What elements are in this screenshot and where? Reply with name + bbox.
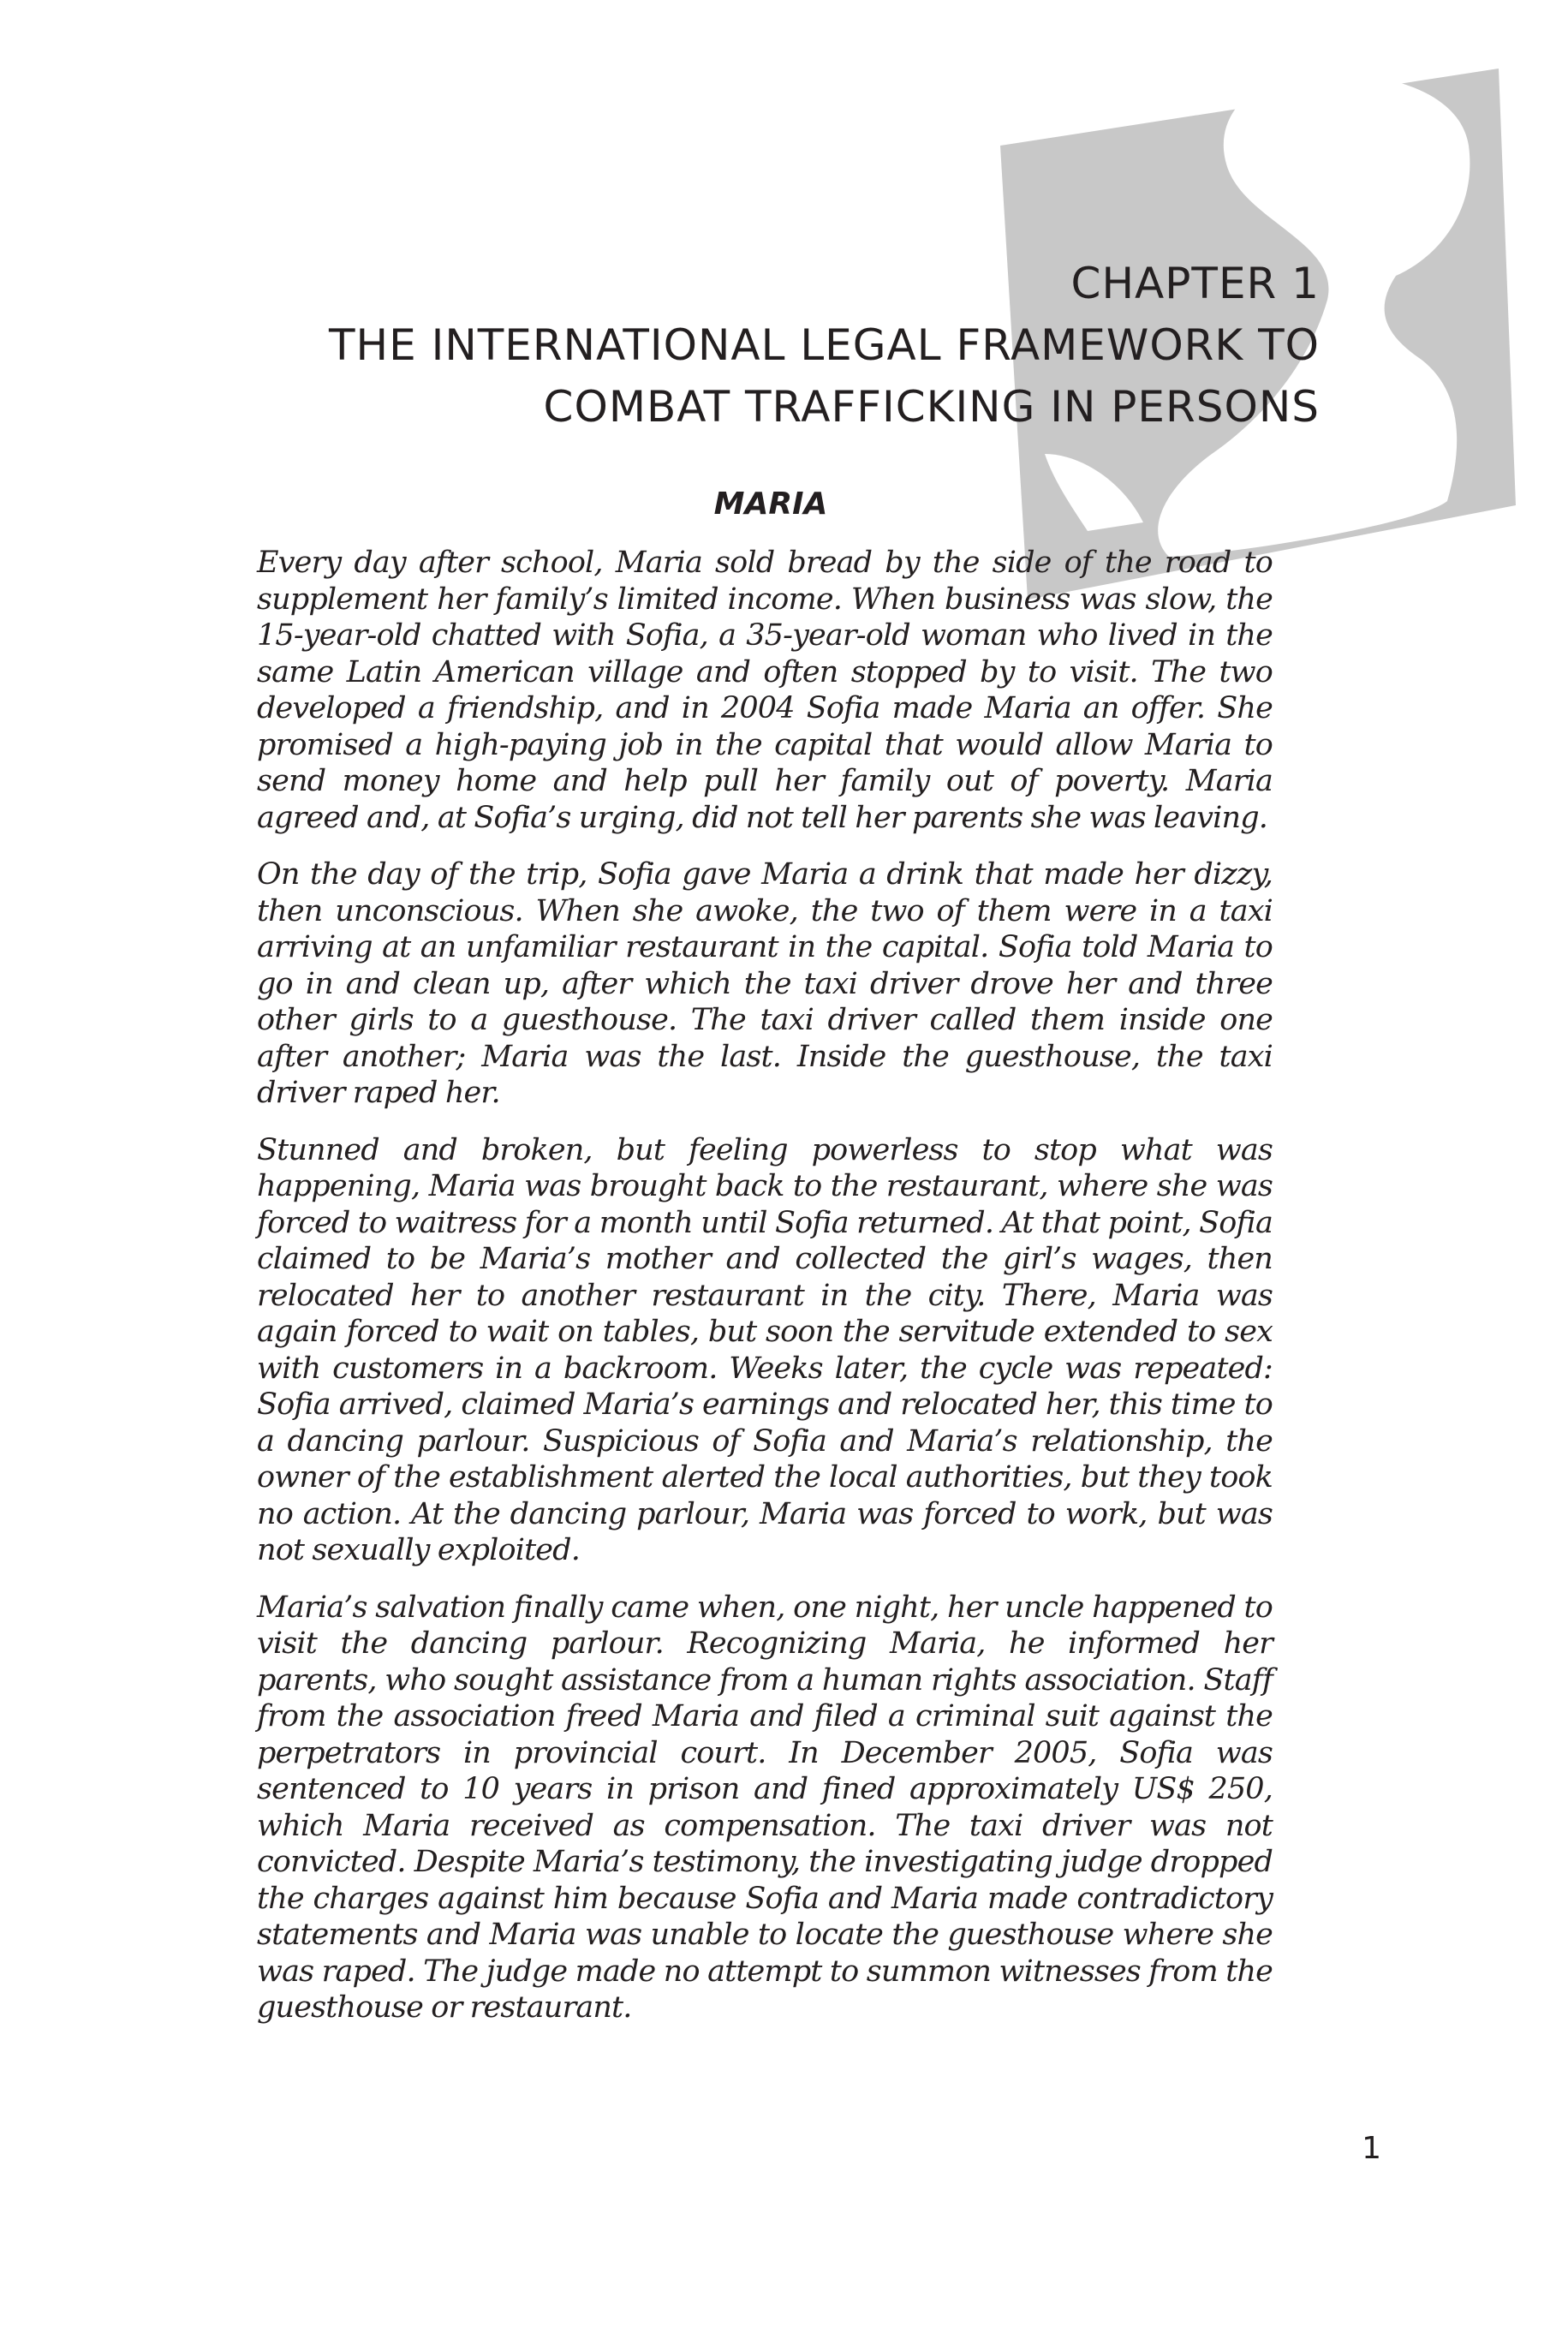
chapter-number: CHAPTER 1 — [1070, 259, 1320, 308]
chapter-title-line-2: COMBAT TRAFFICKING IN PERSONS — [543, 382, 1320, 432]
story-text — [257, 545, 1273, 2047]
story-paragraph: Stunned and broken, but feeling powerless to stop what was happening, Maria was brought back to the restaurant, where she was forced to waitress for a month until Sofia returned. At that point, Sofia claimed to be Maria’s mother and collected the girl’s wages, then relocated her to another restaurant in the city. There, Maria was again forced to wait on tables, but soon the servitude extended to sex with customers in a backroom. Weeks later, the cycle was repeated: Sofia arrived, claimed Maria’s earnings and relocated her, this time to a dancing parlour. Suspicious of Sofia and Maria’s relationship, the owner of the establishment alerted the local authorities, but they took no action. At the dancing parlour, Maria was forced to work, but was not sexually exploited. — [257, 1132, 1273, 1567]
page-number: 1 — [1362, 2131, 1381, 2166]
story-paragraph: On the day of the trip, Sofia gave Maria a drink that made her dizzy, then unconscious. When she awoke, the two of them were in a taxi arriving at an unfamiliar restaurant in the capital. Sofia told Maria to go in and clean up, after which the taxi driver drove her and three other girls to a guesthouse. The taxi driver called them inside one after another; Maria was the last. Inside the guesthouse, the taxi driver raped her. — [257, 857, 1273, 1110]
chapter-title-line-1: THE INTERNATIONAL LEGAL FRAMEWORK TO — [328, 320, 1320, 370]
story-title: MARIA — [713, 486, 828, 522]
chapter-heading — [329, 253, 1320, 438]
story-paragraph: Maria’s salvation finally came when, one night, her uncle happened to visit the dancing parlour. Recognizing Maria, he informed her parents, who sought assistance from a human rights association. Staff from the association freed Maria and filed a criminal suit against the perpetrators in provincial court. In December 2005, Sofia was sentenced to 10 years in prison and fined approximately US$ 250, which Maria received as compensation. The taxi driver was not convicted. Despite Maria’s testimony, the investigating judge dropped the charges against him because Sofia and Maria made contradictory statements and Maria was unable to locate the guesthouse where she was raped. The judge made no attempt to summon witnesses from the guesthouse or restaurant. — [257, 1590, 1273, 2025]
story-paragraph: Every day after school, Maria sold bread by the side of the road to supplement her family’s limited income. When business was slow, the 15-year-old chatted with Sofia, a 35-year-old woman who lived in the same Latin American village and often stopped by to visit. The two developed a friendship, and in 2004 Sofia made Maria an offer. She promised a high-paying job in the capital that would allow Maria to send money home and help pull her family out of poverty. Maria agreed and, at Sofia’s urging, did not tell her parents she was leaving. — [257, 546, 1273, 835]
